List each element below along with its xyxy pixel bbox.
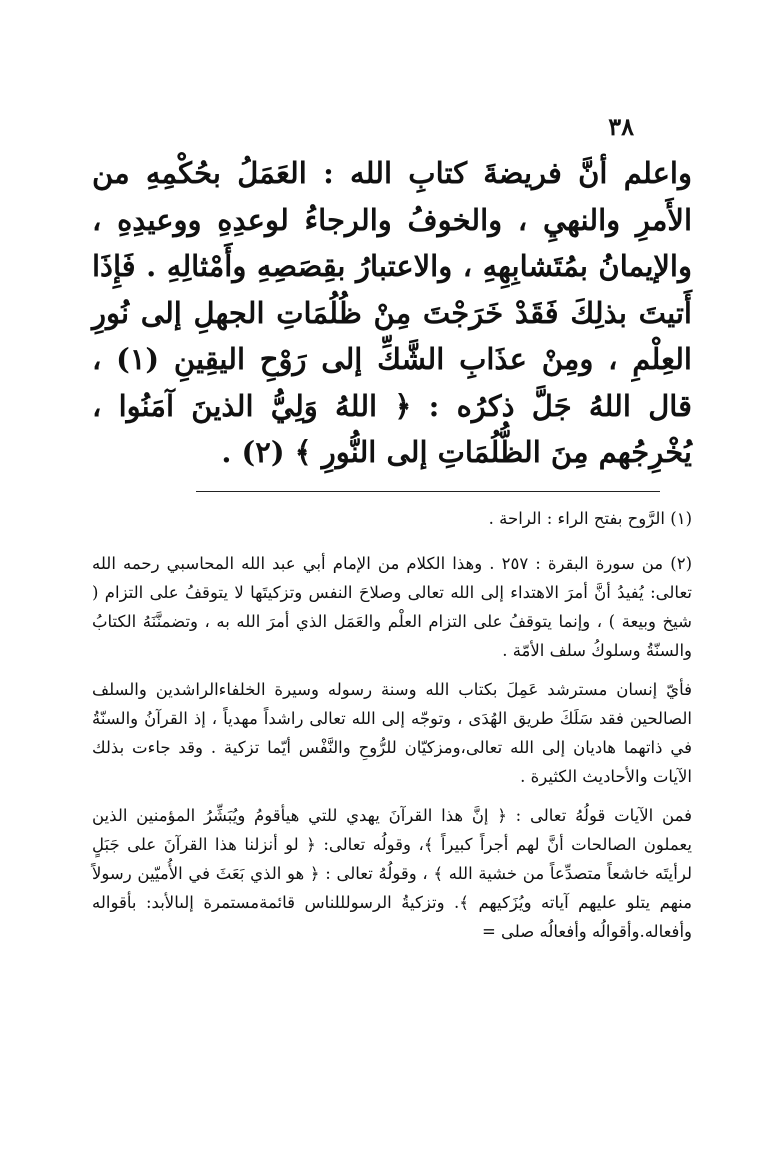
- footnote-2-continued-paragraph: فأيّ إنسان مسترشد عَمِلَ بكتاب الله وسنة رسوله وسيرة الخلفاءالراشدين والسلف الصالحين فقد سَلَكَ طريق الهُدَى ، وتوجّه إلى الله تعالى راشداً مهدياً ، إذ القرآنُ والسنّةُ في ذاتهما هاديان إلى الله تعالى،ومزكيّان للرُّوحِ والنَّفْس أيّما تزكية . وقد جاءت بذلك الآيات والأحاديث الكثيرة .: [92, 680, 692, 786]
- footnote-2-verses-paragraph: فمن الآيات قولُهُ تعالى : ﴿ إنَّ هذا القرآنَ يهدي للتي هيأقومُ ويُبَشِّرُ المؤمنين الذين يعملون الصالحات أنَّ لهم أجراً كبيراً ﴾، وقولُه تعالى: ﴿ لو أنزلنا هذا القرآنَ على جَبَلٍ لرأيتَه خاشعاً متصدِّعاً من خشية الله ﴾ ، وقولُهُ تعالى : ﴿ هو الذي بَعَثَ في الأُميّين رسولاً منهم يتلو عليهم آياته ويُزَكيهم ﴾. وتزكيةُ الرسولللناس قائمةمستمرة إلىالأبد: بأقواله وأفعاله.وأقوالُه وأفعالُه صلى =: [92, 806, 692, 941]
- footnote-2: (٢) من سورة البقرة : ٢٥٧ . وهذا الكلام من الإمام أبي عبد الله المحاسبي رحمه الله تعالى: يُفيدُ أنَّ أمرَ الاهتداء إلى الله تعالى وصلاحَ النفس وتزكيتَها لا يتوقفُ على التزام ( شيخ وبيعة ) ، وإنما يتوقفُ على التزام العلْم والعَمَل الذي أمرَ الله به ، وتضمنَّنَهُ الكتابُ والسنّةُ وسلوكُ سلف الأمّة .: [92, 554, 692, 660]
- main-paragraph: واعلم أنَّ فريضةَ كتابِ الله : العَمَلُ بحُكْمِهِ من الأَمرِ والنهيِ ، والخوفُ والرجاءُ لوعدِهِ ووعيدِهِ ، والإيمانُ بمُتَشابِهِهِ ، والاعتبارُ بقِصَصِهِ وأَمْثالِهِ . فَإِذَا أَتيتَ بذلِكَ فَقَدْ خَرَجْتَ مِنْ ظُلُمَاتِ الجهلِ إلى نُورِ العِلْمِ ، ومِنْ عذَابِ الشَّكِّ إلى رَوْحِ اليقِينِ (١) ، قال اللهُ جَلَّ ذكرُه : ﴿ اللهُ وَلِيُّ الذينَ آمَنُوا ، يُخْرِجُهم مِنَ الظُّلُمَاتِ إلى النُّورِ ﴾ (٢) .: [92, 156, 692, 469]
- footnote-separator: [196, 491, 660, 492]
- footnote-1: (١) الرَّوح بفتح الراء : الراحة .: [488, 509, 692, 528]
- page-number: ٣٨: [608, 112, 634, 141]
- footnotes-block: [92, 504, 692, 952]
- main-text-block: [92, 150, 692, 476]
